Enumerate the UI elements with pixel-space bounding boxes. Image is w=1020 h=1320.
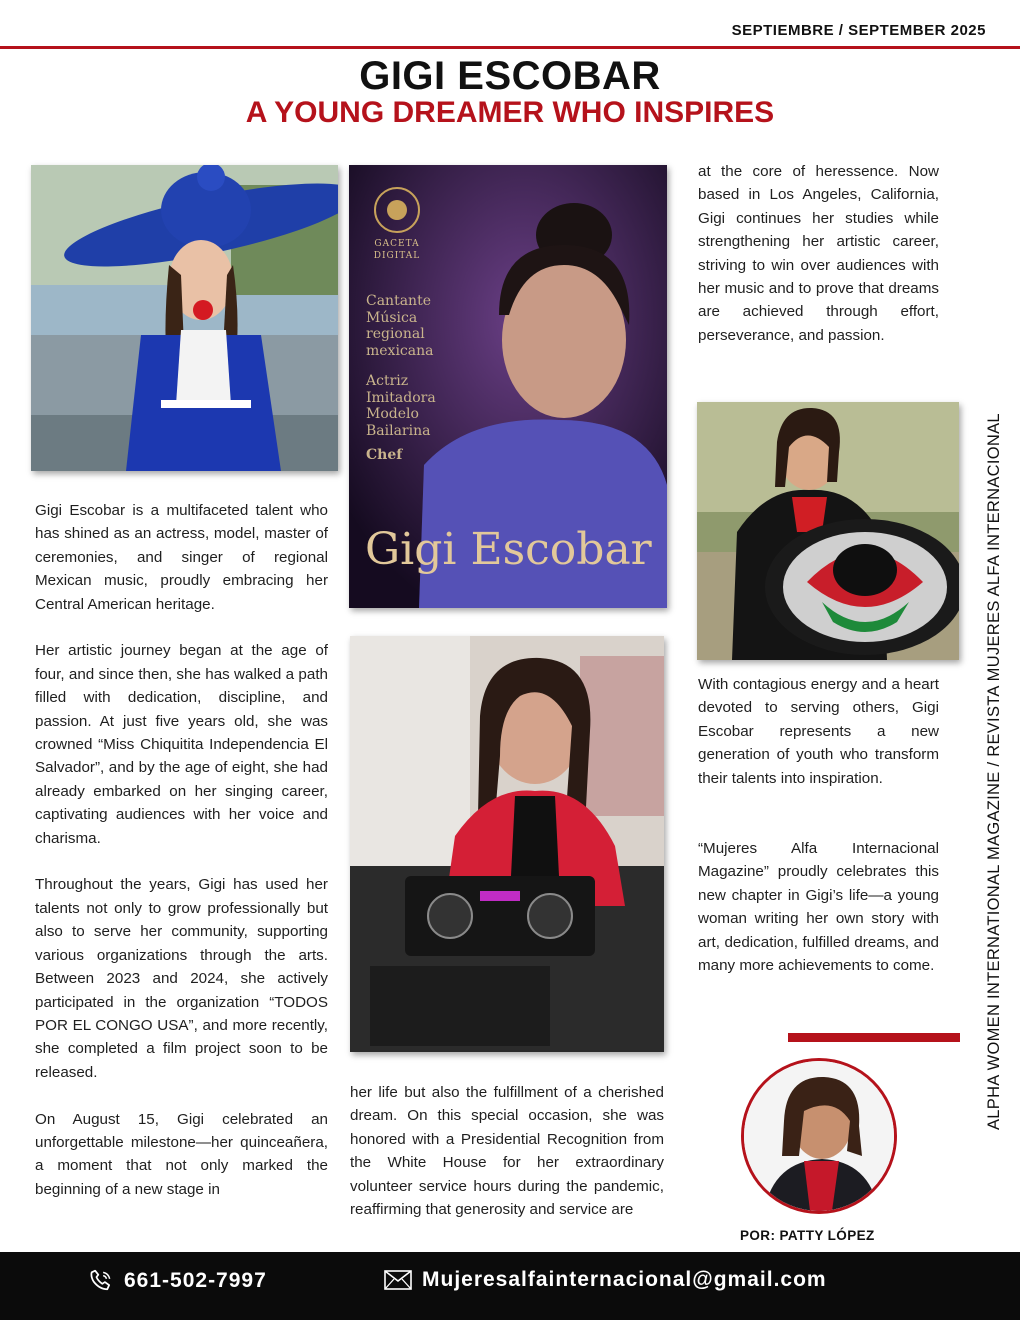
issue-date: SEPTIEMBRE / SEPTEMBER 2025 <box>731 22 986 39</box>
header-rule <box>0 46 1020 49</box>
cover-role: Modelo <box>366 406 419 422</box>
footer-phone[interactable] <box>88 1268 267 1294</box>
cover-role: Actriz <box>366 373 409 389</box>
article-paragraph: With contagious energy and a heart devoted to serving others, Gigi Escobar represents a new generation of youth who transform their talents into inspiration. <box>698 676 939 787</box>
cover-roles <box>366 293 436 464</box>
photo-mariachi <box>697 402 959 660</box>
article-column-3-top <box>698 160 939 347</box>
cover-role: Música <box>366 309 418 326</box>
mail-icon <box>384 1270 412 1290</box>
cover-name: Gigi Escobar <box>365 524 652 575</box>
article-column-3-bottom <box>698 673 939 977</box>
phone-icon <box>88 1268 114 1294</box>
cover-role: mexicana <box>366 342 434 359</box>
article-title: GIGI ESCOBAR <box>359 54 661 98</box>
article-paragraph: On August 15, Gigi celebrated an unforgettable milestone—her quinceañera, a moment that not only marked the beginning of a new stage in <box>35 1110 328 1198</box>
article-column-1 <box>35 499 328 1201</box>
cover-role: Chef <box>366 447 403 463</box>
article-paragraph: “Mujeres Alfa Internacional Magazine” proudly celebrates this new chapter in Gigi’s life—a young woman writing her own story with art, dedication, fulfilled dreams, and many more achievements to come. <box>698 840 939 975</box>
photo-blue-sombrero <box>31 165 338 471</box>
article-paragraph: at the core of heressence. Now based in Los Angeles, California, Gigi continues her studies while strengthening her artistic career, striving to win over audiences with her music and to prove that dreams are achieved through effort, perseverance, and passion. <box>698 163 939 344</box>
article-paragraph: Gigi Escobar is a multifaceted talent who has shined as an actress, model, master of ceremonies, and singer of regional Mexican music, proudly embracing her Central American heritage. <box>35 502 328 613</box>
article-paragraph: Throughout the years, Gigi has used her talents not only to grow professionally but also to serve her community, supporting various organizations through the arts. Between 2023 and 2024, she actively participated in the organization “TODOS POR EL CONGO USA”, and more recently, she completed a film project soon to be released. <box>35 876 328 1081</box>
cover-role: regional <box>366 326 425 342</box>
article-paragraph: her life but also the fulfillment of a cherished dream. On this special occasion, she was honored with a Presidential Recognition from the White House for her extraordinary volunteer service hours during the pandemic, reaffirming that generosity and service are <box>350 1084 664 1219</box>
email-address: Mujeresalfainternacional@gmail.com <box>422 1268 827 1291</box>
sidebar-magazine-name: ALPHA WOMEN INTERNATIONAL MAGAZINE / REVISTA MUJERES ALFA INTERNACIONAL <box>985 413 1003 1130</box>
photo-dj <box>350 636 664 1052</box>
author-byline: POR: PATTY LÓPEZ <box>740 1228 875 1243</box>
article-column-2 <box>350 1081 664 1221</box>
phone-number: 661-502-7997 <box>124 1269 267 1292</box>
accent-bar <box>788 1033 960 1042</box>
footer-bar <box>0 1252 1020 1320</box>
cover-emblem-text: GACETA DIGITAL <box>373 239 421 261</box>
photo-magazine-cover <box>349 165 667 608</box>
cover-role: Bailarina <box>366 422 431 439</box>
article-subtitle: A YOUNG DREAMER WHO INSPIRES <box>245 96 775 129</box>
footer-email[interactable] <box>384 1268 827 1292</box>
cover-role: Cantante <box>366 293 431 309</box>
author-photo <box>741 1058 897 1214</box>
article-paragraph: Her artistic journey began at the age of four, and since then, she has walked a path filled with dedication, discipline, and passion. At just five years old, she was crowned “Miss Chiquitita Independencia El Salvador”, and by the age of eight, she had already embarked on her singing career, captivating audiences with her voice and charisma. <box>35 642 328 847</box>
cover-role: Imitadora <box>366 389 436 406</box>
